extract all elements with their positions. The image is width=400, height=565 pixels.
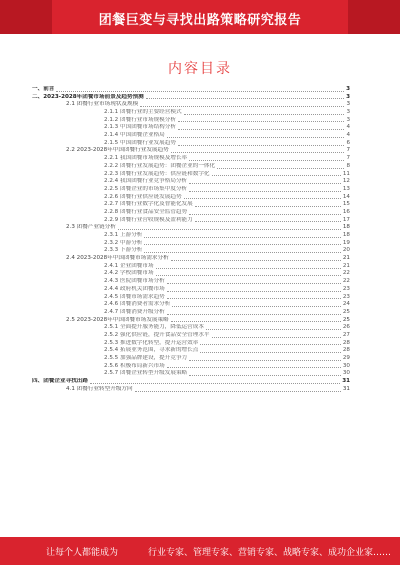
toc-entry-title: 一、前言 [32, 86, 55, 92]
toc-entry-page: 18 [342, 224, 350, 231]
toc-entry[interactable] [28, 163, 350, 171]
toc-entry-page: 28 [342, 347, 350, 354]
toc-leader-dots [171, 259, 341, 261]
toc-entry-title: 2.1.1 团餐行业的主要经营模式 [104, 109, 182, 116]
toc-entry-page: 3 [346, 93, 350, 100]
toc-entry[interactable] [28, 209, 350, 217]
toc-entry[interactable] [28, 355, 350, 363]
toc-entry[interactable] [28, 171, 350, 179]
toc-entry-title: 2.3.1 上游分析 [104, 232, 143, 239]
toc-entry-title: 2.2.3 团餐行业发展趋势：供应链和数字化 [104, 170, 210, 177]
toc-leader-dots [135, 390, 341, 392]
toc-entry-page: 25 [342, 316, 350, 323]
toc-leader-dots [167, 136, 345, 138]
toc-leader-dots [144, 243, 340, 245]
toc-entry-page: 19 [342, 239, 350, 246]
toc-entry-title: 2.4.7 团餐消费升级分析 [104, 308, 165, 315]
toc-entry-page: 7 [346, 147, 350, 154]
toc-entry[interactable] [28, 309, 350, 317]
toc-leader-dots [200, 351, 341, 353]
toc-heading: 内容目录 [168, 61, 232, 77]
toc-entry-title: 2.5.7 团餐企业转型升级发展策略 [104, 370, 188, 377]
toc-leader-dots [172, 305, 341, 307]
toc-entry[interactable] [28, 117, 350, 125]
toc-entry[interactable] [28, 178, 350, 186]
toc-leader-dots [167, 297, 341, 299]
toc-leader-dots [189, 213, 341, 215]
table-of-contents [28, 86, 350, 524]
toc-entry[interactable] [28, 224, 350, 232]
toc-entry-page: 20 [342, 247, 350, 254]
toc-entry[interactable] [28, 124, 350, 132]
toc-entry-title: 2.3.2 中游分析 [104, 239, 143, 246]
toc-entry-title: 2.5.3 推进数字化转型，提升运营效率 [104, 339, 199, 346]
toc-entry[interactable] [28, 132, 350, 140]
toc-entry[interactable] [28, 271, 350, 279]
toc-entry-page: 15 [342, 201, 350, 208]
toc-entry-page: 27 [342, 331, 350, 338]
footer-roles: 行业专家、管理专家、营销专家、战略专家、成功企业家…… [148, 548, 392, 558]
toc-leader-dots [140, 105, 344, 107]
toc-leader-dots [189, 359, 341, 361]
toc-entry[interactable] [28, 232, 350, 240]
toc-entry-title: 2.4.5 团餐市场需求趋势 [104, 293, 165, 300]
toc-entry-page: 31 [342, 385, 350, 392]
toc-entry[interactable] [28, 363, 350, 371]
toc-entry-page: 3 [346, 86, 350, 92]
toc-entry-page: 30 [342, 370, 350, 377]
toc-leader-dots [195, 220, 341, 222]
toc-entry-title: 2.2 2023-2028年中国团餐行业发展趋势 [66, 147, 169, 154]
toc-entry-title: 2.4.1 企业团餐市场 [104, 262, 154, 269]
toc-entry-title: 2.5.1 全面提升服务能力，降低运营成本 [104, 324, 204, 331]
toc-leader-dots [178, 120, 344, 122]
toc-leader-dots [212, 336, 341, 338]
toc-entry-title: 2.2.7 团餐行业数字化及智能化发展 [104, 201, 193, 208]
toc-entry-title: 4.1 团餐行业转型升级方向 [66, 385, 133, 392]
toc-entry-title: 2.2.9 团餐行业营收规模及盈利能力 [104, 216, 193, 223]
toc-entry[interactable] [28, 201, 350, 209]
toc-leader-dots [184, 197, 341, 199]
toc-entry[interactable] [28, 294, 350, 302]
toc-entry[interactable] [28, 286, 350, 294]
toc-entry-page: 6 [346, 139, 350, 146]
toc-entry[interactable] [28, 301, 350, 309]
toc-leader-dots [212, 174, 341, 176]
toc-leader-dots [200, 343, 341, 345]
toc-entry-title: 2.2.2 团餐行业发展趋势：团餐企业的一体化 [104, 162, 216, 169]
toc-leader-dots [90, 382, 340, 384]
toc-entry-page: 11 [342, 170, 350, 177]
toc-entry-page: 22 [342, 278, 350, 285]
toc-leader-dots [171, 151, 345, 153]
toc-entry-title: 2.5.4 拓展业务范围，寻求新的增长点 [104, 347, 199, 354]
toc-entry[interactable] [28, 240, 350, 248]
toc-entry[interactable] [28, 247, 350, 255]
toc-entry[interactable] [28, 109, 350, 117]
toc-entry[interactable] [28, 194, 350, 202]
toc-entry[interactable] [28, 155, 350, 163]
toc-leader-dots [189, 159, 344, 161]
toc-entry-title: 2.1.3 中国团餐市场结构分析 [104, 124, 176, 131]
toc-leader-dots [156, 274, 341, 276]
report-title: 团餐巨变与寻找出路策略研究报告 [98, 13, 302, 28]
toc-leader-dots [189, 374, 341, 376]
toc-leader-dots [206, 328, 341, 330]
toc-leader-dots [195, 205, 341, 207]
toc-leader-dots [189, 182, 341, 184]
toc-entry-page: 3 [346, 101, 350, 108]
toc-entry-title: 2.3.3 下游分析 [104, 247, 143, 254]
toc-leader-dots [189, 190, 341, 192]
toc-entry[interactable] [28, 386, 350, 394]
toc-entry[interactable] [28, 332, 350, 340]
toc-entry-page: 8 [346, 162, 350, 169]
toc-entry-title: 2.2.6 团餐行业供应链发展趋势 [104, 193, 182, 200]
toc-leader-dots [167, 282, 341, 284]
toc-leader-dots [184, 113, 345, 115]
toc-entry[interactable] [28, 324, 350, 332]
toc-entry-title: 2.2.4 我国团餐行业竞争格局分析 [104, 178, 188, 185]
toc-entry-title: 2.4.4 政府机关团餐市场 [104, 285, 165, 292]
toc-leader-dots [171, 320, 341, 322]
toc-entry-page: 7 [346, 155, 350, 162]
toc-leader-dots [118, 228, 341, 230]
toc-entry[interactable] [28, 378, 350, 386]
toc-entry-page: 18 [342, 232, 350, 239]
toc-entry[interactable] [28, 94, 350, 102]
toc-entry-page: 26 [342, 324, 350, 331]
toc-entry[interactable] [28, 278, 350, 286]
footer-slogan: 让每个人都能成为 [46, 548, 119, 558]
toc-entry-title: 2.1.2 团餐行业市场规模分析 [104, 116, 176, 123]
toc-entry-title: 2.1.4 中国团餐企业格局 [104, 132, 165, 139]
toc-entry-page: 22 [342, 270, 350, 277]
toc-entry-page: 23 [342, 285, 350, 292]
toc-leader-dots [144, 251, 340, 253]
toc-leader-dots [56, 90, 344, 92]
toc-entry[interactable] [28, 186, 350, 194]
toc-entry-title: 2.5.5 加强品牌建设，提升竞争力 [104, 355, 188, 362]
toc-entry-title: 2.2.8 团餐行业食品安全监管趋势 [104, 208, 188, 215]
toc-entry-page: 23 [342, 293, 350, 300]
toc-entry-page: 28 [342, 339, 350, 346]
toc-entry[interactable] [28, 370, 350, 378]
toc-entry-title: 2.3 团餐产业链分析 [66, 224, 116, 231]
toc-entry-page: 4 [346, 124, 350, 131]
toc-entry-page: 12 [342, 178, 350, 185]
toc-entry-page: 16 [342, 208, 350, 215]
toc-leader-dots [146, 97, 344, 99]
toc-entry-title: 2.1 团餐行业市场现状及规模 [66, 101, 139, 108]
toc-leader-dots [167, 313, 341, 315]
toc-entry-page: 29 [342, 355, 350, 362]
toc-entry-title: 2.5 2023-2028年中国团餐市场发展策略 [66, 316, 169, 323]
toc-entry-page: 3 [346, 109, 350, 116]
toc-entry[interactable] [28, 140, 350, 148]
toc-entry-title: 四、团餐企业寻找出路 [32, 378, 88, 385]
toc-leader-dots [178, 144, 344, 146]
toc-entry[interactable] [28, 317, 350, 325]
toc-entry-title: 二、2023-2028年团餐市场前景及趋势预测 [32, 93, 144, 100]
toc-entry-page: 14 [342, 193, 350, 200]
toc-entry-page: 13 [342, 185, 350, 192]
toc-entry[interactable] [28, 347, 350, 355]
toc-leader-dots [156, 267, 341, 269]
toc-entry-page: 25 [342, 308, 350, 315]
toc-entry-title: 2.4 2023-2028年中国团餐市场需求分析 [66, 255, 169, 262]
toc-leader-dots [167, 290, 341, 292]
toc-leader-dots [217, 167, 344, 169]
toc-entry-title: 2.4.6 团餐消费者需求分析 [104, 301, 171, 308]
toc-leader-dots [167, 366, 341, 368]
footer-bar [0, 537, 400, 565]
toc-entry[interactable] [28, 255, 350, 263]
toc-entry[interactable] [28, 86, 350, 94]
toc-entry-title: 2.1.5 中国团餐行业发展趋势 [104, 139, 176, 146]
toc-entry-title: 2.4.2 学校团餐市场 [104, 270, 154, 277]
toc-entry-page: 21 [342, 255, 350, 262]
report-header-bar [0, 0, 400, 34]
toc-entry[interactable] [28, 101, 350, 109]
toc-entry-title: 2.4.3 医院团餐市场分析 [104, 278, 165, 285]
toc-entry[interactable] [28, 148, 350, 156]
toc-entry-title: 2.2.1 我国团餐市场规模及增长率 [104, 155, 188, 162]
toc-entry[interactable] [28, 340, 350, 348]
toc-entry-title: 2.5.2 强化供应链，提升食品安全管理水平 [104, 331, 210, 338]
toc-leader-dots [178, 128, 344, 130]
toc-entry-title: 2.5.6 积极布局新兴市场 [104, 362, 165, 369]
toc-entry-page: 31 [342, 378, 350, 385]
toc-entry-page: 3 [346, 116, 350, 123]
toc-entry[interactable] [28, 217, 350, 225]
toc-leader-dots [144, 236, 340, 238]
toc-entry-page: 30 [342, 362, 350, 369]
toc-entry-page: 17 [342, 216, 350, 223]
toc-entry-page: 21 [342, 262, 350, 269]
toc-entry[interactable] [28, 263, 350, 271]
toc-entry-title: 2.2.5 团餐企业的市场集中度分析 [104, 185, 188, 192]
toc-entry-page: 4 [346, 132, 350, 139]
toc-entry-page: 24 [342, 301, 350, 308]
